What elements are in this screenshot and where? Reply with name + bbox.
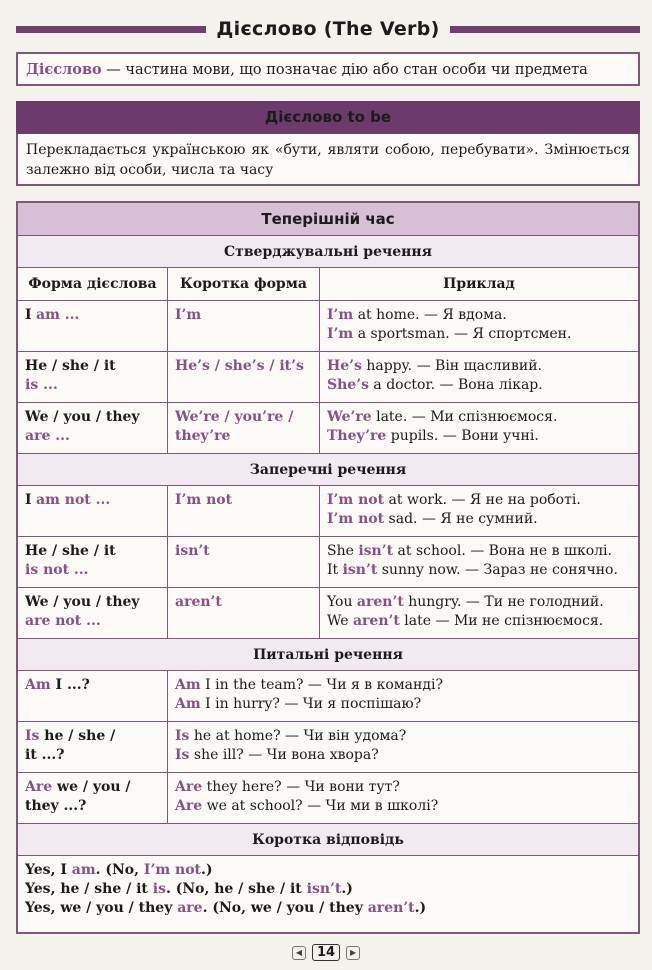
definition-box	[16, 52, 640, 86]
to-be-heading	[16, 101, 640, 134]
header-bar-right	[450, 26, 640, 33]
short-answer-cell: Yes, I am. (No, I’m not.) Yes, he / she / it is. (No, he / she / it isn’t.) Yes, we / you / they are. (No, we / you / they aren’t.)	[25, 862, 427, 916]
definition-text: — частина мови, що позначає дію або стан особи чи предмета	[101, 62, 588, 78]
example-cell: She isn’t at school. — Вона не в школі. It isn’t sunny now. — Зараз не сонячно.	[327, 543, 618, 578]
header-bar-left	[16, 26, 206, 33]
col-example-header: Приклад	[443, 275, 515, 292]
short-form-cell: isn’t	[168, 537, 320, 587]
to-be-heading-text: Дієслово to be	[264, 108, 392, 126]
example-cell: He’s happy. — Він щасливий. She’s a doctor. — Вона лікар.	[327, 358, 543, 393]
to-be-description-text: Перекладається українською як «бути, являти собою, перебувати». Змінюється залежно від особи, числа та часу	[26, 142, 630, 178]
page-navigation	[0, 944, 652, 961]
to-be-description	[16, 134, 640, 186]
table-row	[18, 536, 638, 587]
table-row	[18, 772, 638, 823]
example-cell: Are they here? — Чи вони тут? Are we at school? — Чи ми в школі?	[175, 779, 439, 814]
form-cell: I am not ...	[18, 486, 168, 536]
column-headers	[18, 267, 638, 300]
short-answer-heading-text: Коротка відповідь	[252, 831, 404, 848]
form-cell: He / she / it is ...	[18, 352, 168, 402]
questions-heading-text: Питальні речення	[253, 646, 403, 663]
col-short-header: Коротка форма	[168, 268, 320, 300]
table-row	[18, 721, 638, 772]
table-row	[18, 670, 638, 721]
questions-heading	[18, 638, 638, 670]
short-form-cell: aren’t	[168, 588, 320, 638]
page-title: Дієслово (The Verb)	[216, 18, 440, 40]
prev-page-icon[interactable]: ◀	[292, 946, 306, 960]
short-answer-heading	[18, 823, 638, 855]
page-number: 14	[312, 944, 340, 961]
example-cell: We’re late. — Ми спізнюємося. They’re pupils. — Вони учні.	[327, 409, 558, 444]
short-form-cell: I’m not	[168, 486, 320, 536]
definition-term: Дієслово	[26, 61, 102, 78]
example-cell: I’m not at work. — Я не на роботі. I’m not sad. — Я не сумний.	[327, 492, 581, 527]
example-cell: I’m at home. — Я вдома. I’m a sportsman. — Я спортсмен.	[327, 307, 572, 342]
form-cell: Is he / she / it ...?	[18, 722, 168, 772]
form-cell: Am I ...?	[18, 671, 168, 721]
verb-table	[16, 201, 640, 934]
form-cell: Are we / you / they ...?	[18, 773, 168, 823]
short-form-cell: He’s / she’s / it’s	[168, 352, 320, 402]
table-row	[18, 351, 638, 402]
example-cell: Is he at home? — Чи він удома? Is she ill? — Чи вона хвора?	[175, 728, 407, 763]
short-form-cell: I’m	[168, 301, 320, 351]
negative-heading-text: Заперечні речення	[249, 461, 407, 478]
form-cell: We / you / they are ...	[18, 403, 168, 453]
table-row	[18, 485, 638, 536]
affirmative-heading-text: Стверджувальні речення	[224, 243, 432, 260]
tense-heading-text: Теперішній час	[261, 210, 395, 228]
next-page-icon[interactable]: ▶	[346, 946, 360, 960]
short-form-cell: We’re / you’re / they’re	[168, 403, 320, 453]
col-form-header: Форма дієслова	[18, 268, 168, 300]
form-cell: He / she / it is not ...	[18, 537, 168, 587]
example-cell: Am I in the team? — Чи я в команді? Am I in hurry? — Чи я поспішаю?	[175, 677, 443, 712]
form-cell: We / you / they are not ...	[18, 588, 168, 638]
page-header	[16, 14, 640, 44]
table-row	[18, 300, 638, 351]
tense-heading	[18, 203, 638, 235]
table-row	[18, 587, 638, 638]
table-row	[18, 402, 638, 453]
negative-heading	[18, 453, 638, 485]
form-cell: I am ...	[18, 301, 168, 351]
short-answer-row	[18, 855, 638, 932]
affirmative-heading	[18, 235, 638, 267]
example-cell: You aren’t hungry. — Ти не голодний. We aren’t late — Ми не спізнюємося.	[327, 594, 604, 629]
